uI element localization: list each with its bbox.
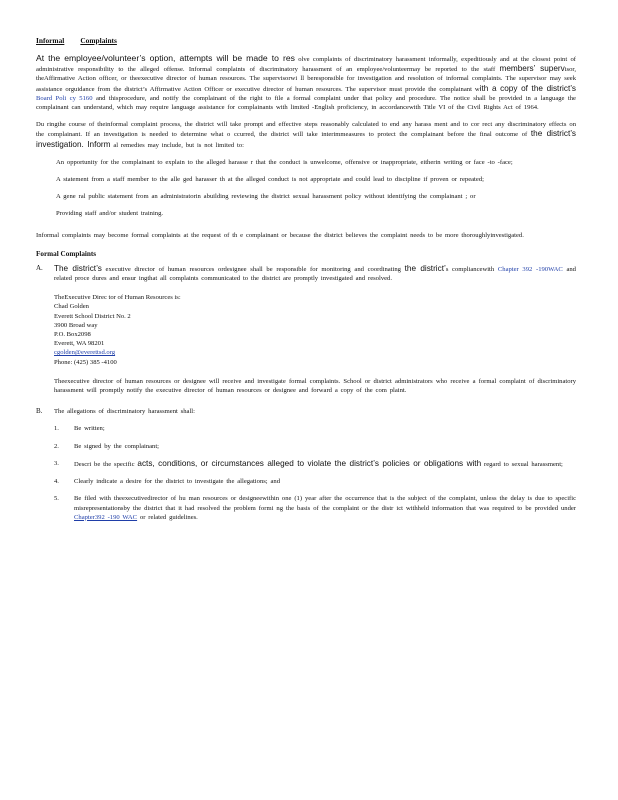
item-text: Clearly indicate a desire for the district to investigate the allegations; and — [74, 478, 281, 486]
body-text: The allegations of discriminatory harassment shall: — [54, 408, 195, 416]
item-number: 4. — [54, 478, 59, 486]
bullet-text: An opportunity for the complainant to explain to the alleged harasse r that the conduct is unwelcome, offensive or inappropriate, eitherin writing or face -to -face; — [56, 158, 513, 166]
item-text: Be filed with theexecutivedirector of hu man resources or designeewithin one (1) year after the occurrence that is the subject of the complaint, unless the delay is due to specific misrepresentationsby the district that it had resolved the problem formi ng the basis of the complaint or the distr ict withheld information that was required to be provided under — [74, 495, 576, 512]
emphasis-text: members’ superv — [499, 64, 565, 74]
section-a-paragraph-2: Theexecutive director of human resources or designee will receive and investigate formal complaints. School or district administrators who receive a formal complaint of discriminatory harassment will promptly notify the executive director of human resources or designee and forward a copy of the com plaint. — [54, 377, 576, 395]
body-text: isor, theAffirmative Action officer, or theexecutive director of human resources. The supervisorwi ll beresponsible for investigation and resolution of informal complaints. The supervisor may seek assistance orguidance from the district’s Affirmative Action Officer or executive director of human resources. The supervisor must provide the complainant w — [36, 66, 576, 93]
emphasis-text: the district’ — [404, 263, 446, 273]
informal-heading — [36, 36, 576, 45]
contact-line: TheExecutive Direc tor of Human Resources is: — [54, 294, 181, 302]
phone-line: Phone: (425) 385 -4100 — [54, 358, 117, 366]
contact-line: Everett, WA 98201 — [54, 340, 105, 348]
body-text: al remedies may include, but is not limited to: — [113, 141, 244, 149]
formal-heading: Formal Complaints — [36, 249, 97, 258]
remedy-bullet — [36, 209, 576, 218]
section-a — [36, 264, 576, 283]
contact-line: Everett School District No. 2 — [54, 312, 131, 320]
body-text: and thisprocedure, and notify the complainant of the right to file a formal complaint under that policy and procedure. The notice shall be provided in a language the complainant can understand, which may require language assistance for complainants with limited -English proficiency, in accordancewith Title VI of the Civil Rights Act of 1964. — [36, 94, 576, 112]
item-number: 1. — [54, 425, 59, 433]
emphasis-text: acts, conditions, or circumstances alleged to violate the district’s policies or obligations with — [137, 458, 482, 468]
allegation-item — [54, 442, 576, 451]
item-text: regard to sexual harassment; — [484, 460, 563, 468]
allegation-item — [54, 459, 576, 469]
informal-paragraph-3: Informal complaints may become formal complaints at the request of th e complainant or because the district believes the complaint needs to be more thoroughlyinvestigated. — [36, 231, 524, 239]
contact-line: 3900 Broad way — [54, 321, 98, 329]
item-number: 2. — [54, 442, 59, 450]
bullet-text: A gene ral public statement from an administratorin abuilding reviewing the district sexual harassment policy without identifying the complainant ; or — [56, 193, 476, 201]
section-b-marker: B. — [36, 407, 43, 416]
section-b — [36, 407, 576, 416]
body-text: executive director of human resources ordesignee shall be responsible for monitoring and coordinating — [105, 265, 401, 273]
contact-block — [54, 293, 576, 367]
item-text: Descri be the specific — [74, 460, 135, 468]
item-text: Be written; — [74, 425, 105, 433]
body-text: and related proce dures and ensur ingthat all complaints communicated to the district are promptly investigated and resolved. — [54, 265, 576, 283]
bullet-text: Providing staff and/or student training. — [56, 210, 164, 218]
item-number: 5. — [54, 495, 59, 503]
emphasis-text: The district’s — [54, 263, 102, 273]
item-number: 3. — [54, 459, 59, 467]
item-text: or related guidelines. — [139, 513, 198, 521]
remedy-bullet — [36, 158, 576, 167]
document-page — [36, 36, 576, 522]
lead-text: At the employee/volunteer’s option, attempts will be made to res — [36, 53, 295, 63]
body-text: Du ringthe course of theinformal complaint process, the district will take prompt and effective steps reasonably calculated to end any harass ment and to cor rect any discriminatory effects on the complainant. If an investigation is needed to determine what o ccurred, the district will take interimmeasures to protect the complainant before the final outcome of — [36, 121, 576, 139]
allegation-item — [54, 477, 576, 486]
contact-line: P.O. Box2098 — [54, 331, 91, 339]
body-text: olve complaints of discriminatory harassment informally, expeditiously and at the closest point of administrative responsibility to the alleged offense. Informal complaints of discriminatory harassment of an employee/volunteermay be reported to the staff — [36, 56, 576, 74]
email-link[interactable]: cgolden@everettsd.org — [54, 349, 116, 357]
remedy-bullet — [36, 175, 576, 184]
emphasis-text: the district’s investigation. Inform — [36, 129, 576, 149]
informal-heading-word2: Complaints — [80, 36, 117, 45]
wac-chapter-link[interactable]: Chapter 392 -190WAC — [497, 265, 563, 273]
item-text: Be signed by the complainant; — [74, 442, 160, 450]
informal-paragraph-2 — [36, 120, 576, 150]
wac-chapter-link-2[interactable]: Chapter392 -190 WAC — [74, 513, 138, 521]
informal-paragraph-1 — [36, 54, 576, 112]
bullet-text: A statement from a staff member to the alle ged harasser th at the alleged conduct is not appropriate and could lead to discipline if proven or repeated; — [56, 176, 484, 184]
board-policy-link[interactable]: Board Poli cy 5160 — [36, 94, 93, 102]
contact-line: Chad Golden — [54, 303, 89, 311]
allegation-item — [54, 424, 576, 433]
body-text: s compliancewith — [445, 265, 495, 273]
remedy-bullet — [36, 192, 576, 201]
emphasis-text: ith a copy of the district’s — [479, 83, 576, 93]
informal-heading-word1: Informal — [36, 36, 65, 45]
section-a-marker: A. — [36, 263, 43, 272]
allegation-item — [54, 494, 576, 522]
